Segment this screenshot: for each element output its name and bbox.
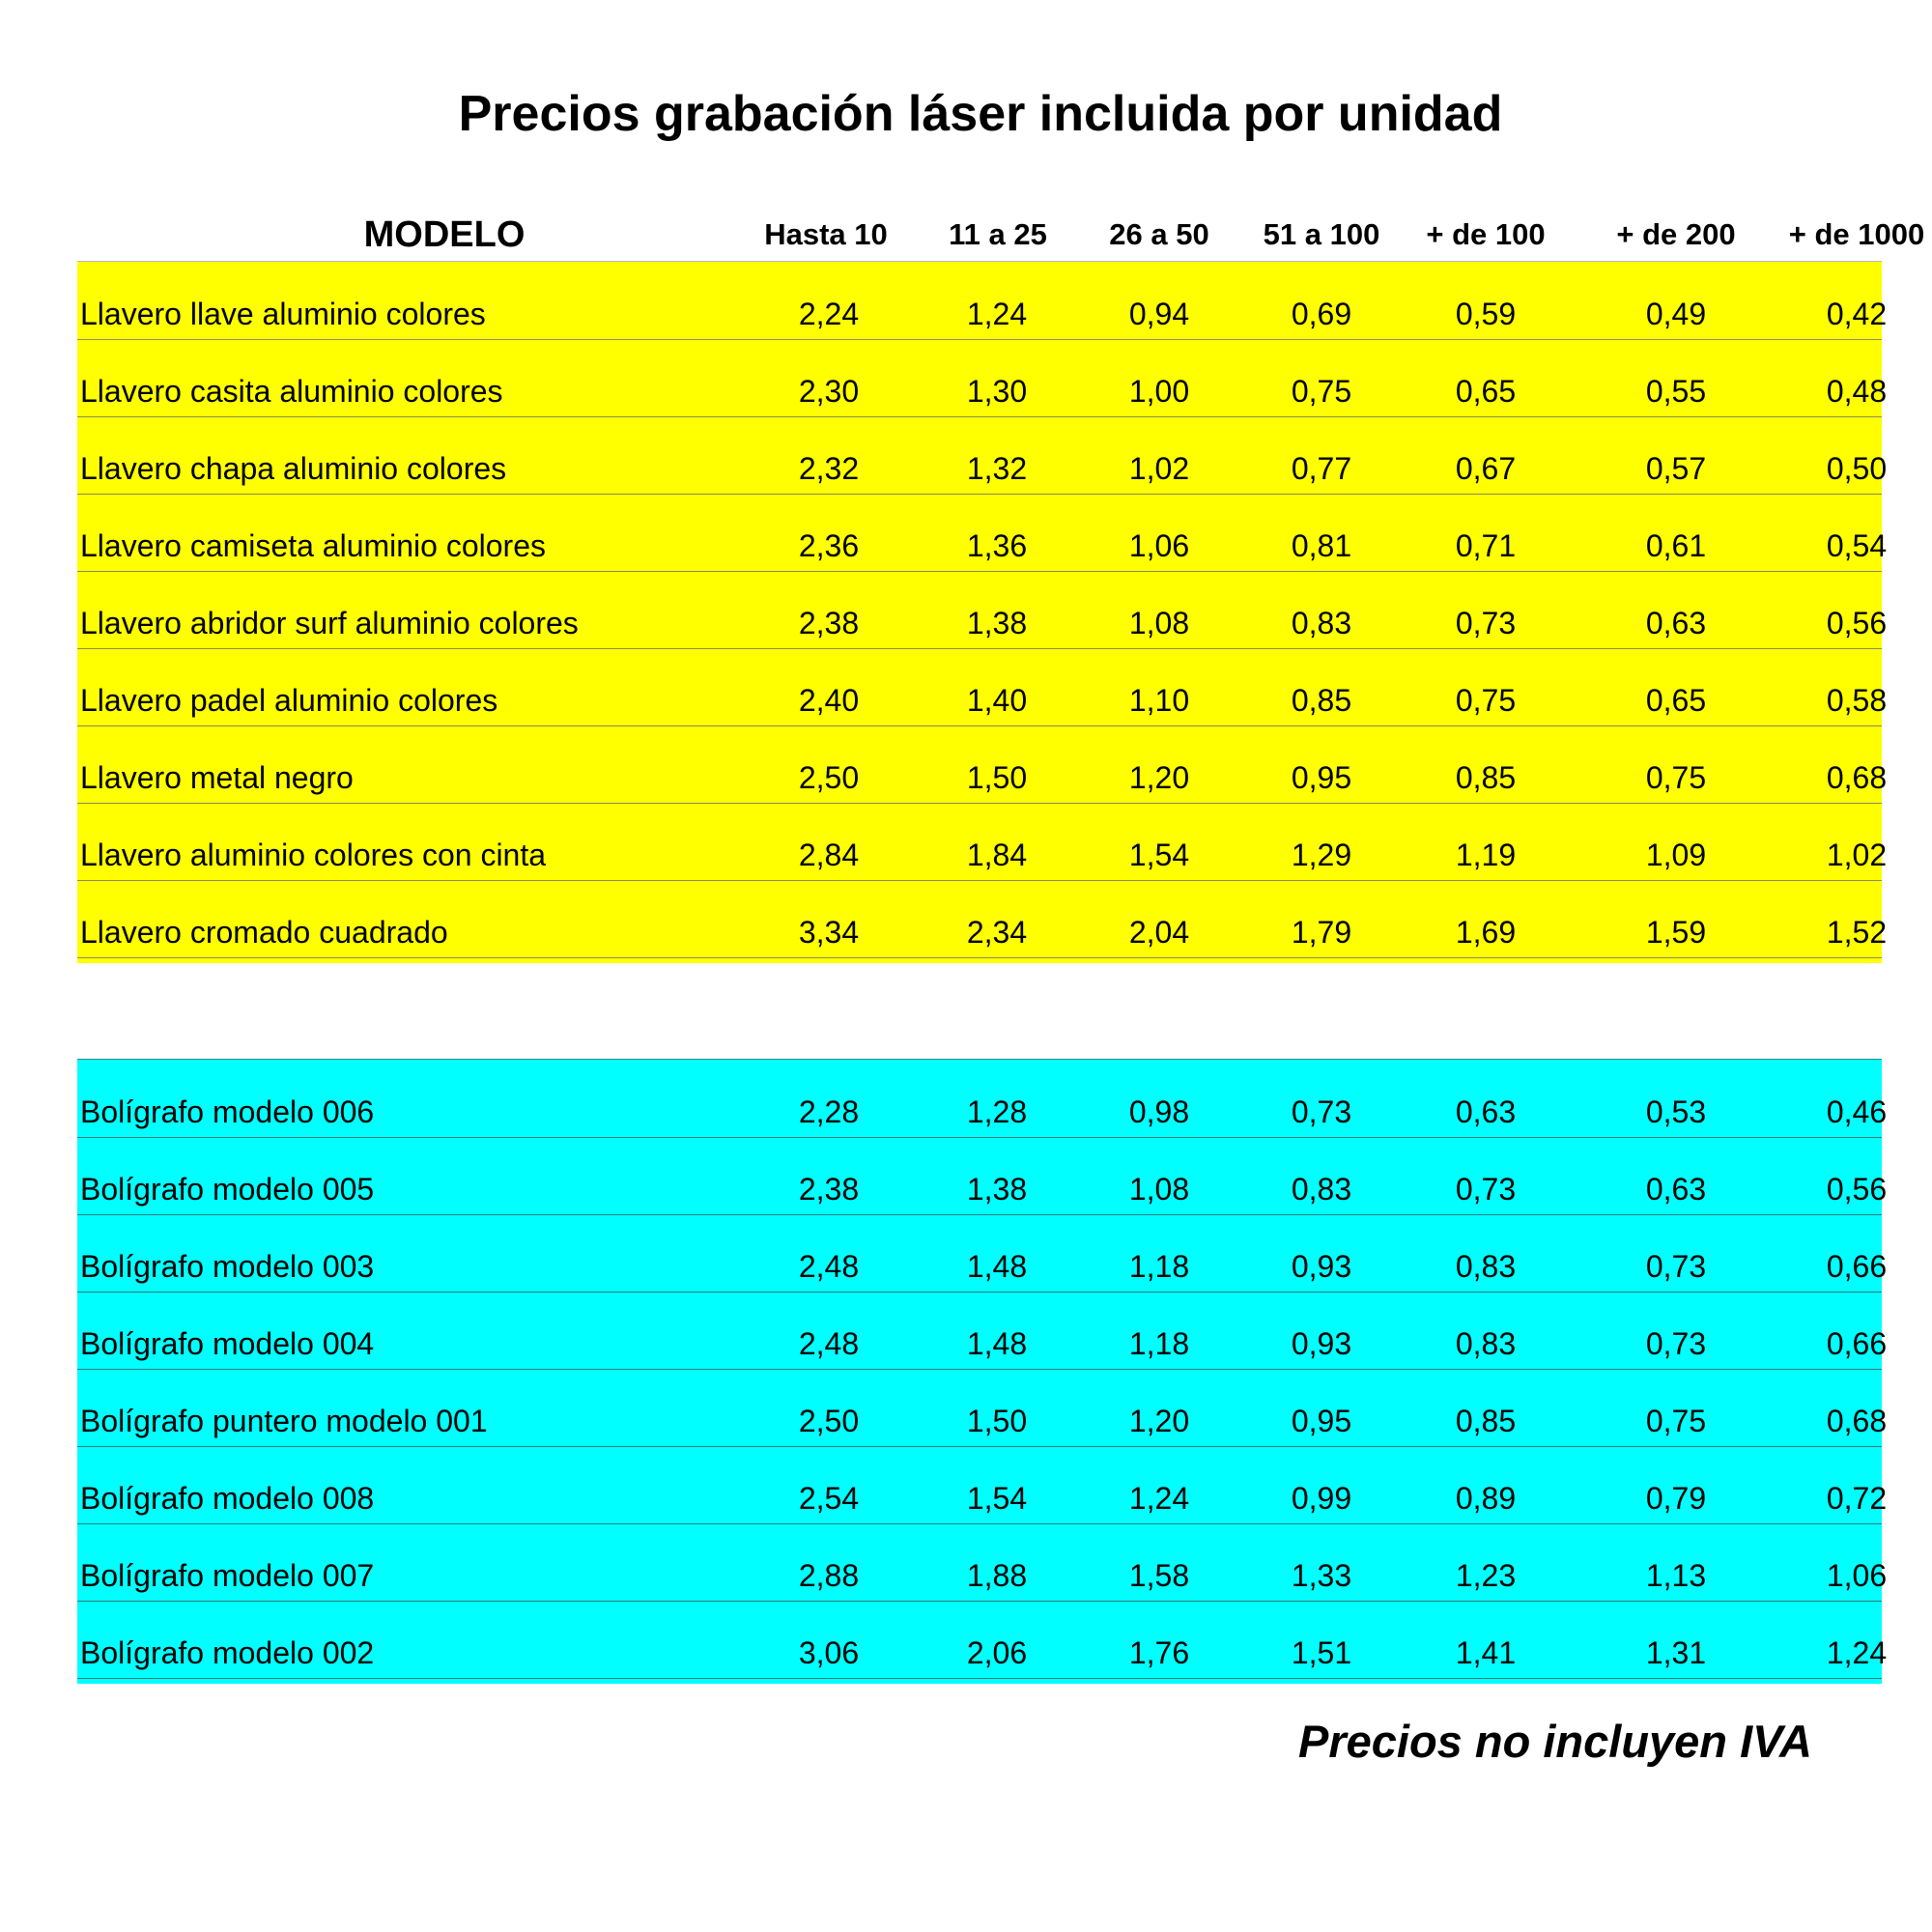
price-cell: 1,38: [966, 606, 1028, 640]
price-cell: 1,06: [1826, 1558, 1888, 1593]
price-cell: 1,13: [1645, 1558, 1707, 1593]
price-cell: 1,20: [1128, 760, 1190, 795]
price-cell: 0,68: [1826, 1404, 1888, 1438]
price-cell: 0,56: [1826, 606, 1888, 640]
price-cell: 1,36: [966, 528, 1028, 563]
price-cell: 0,66: [1826, 1326, 1888, 1361]
price-cell: 2,38: [798, 606, 860, 640]
price-cell: 1,02: [1128, 451, 1190, 486]
price-cell: 1,59: [1645, 915, 1707, 950]
price-cell: 2,50: [798, 760, 860, 795]
price-cell: 0,85: [1455, 1404, 1517, 1438]
price-cell: 2,84: [798, 838, 860, 872]
price-cell: 0,57: [1645, 451, 1707, 486]
price-cell: 1,08: [1128, 606, 1190, 640]
price-cell: 0,48: [1826, 374, 1888, 409]
price-cell: 0,50: [1826, 451, 1888, 486]
header-hasta-10: Hasta 10: [764, 217, 888, 251]
table-row: [77, 1215, 1888, 1293]
product-name: Bolígrafo modelo 008: [80, 1481, 375, 1516]
price-cell: 1,06: [1128, 528, 1190, 563]
price-cell: 1,50: [966, 760, 1028, 795]
header-11-a-25: 11 a 25: [949, 217, 1047, 251]
price-cell: 0,93: [1291, 1326, 1352, 1361]
price-cell: 1,24: [966, 297, 1028, 331]
llaveros-section: [77, 261, 1888, 963]
price-cell: 0,65: [1455, 374, 1517, 409]
price-cell: 0,42: [1826, 297, 1888, 331]
price-cell: 1,00: [1128, 374, 1190, 409]
table-row: [77, 649, 1888, 726]
product-name: Llavero camiseta aluminio colores: [80, 528, 546, 563]
price-cell: 0,49: [1645, 297, 1707, 331]
price-cell: 0,73: [1455, 606, 1517, 640]
price-cell: 0,73: [1645, 1326, 1707, 1361]
price-cell: 0,73: [1645, 1249, 1707, 1284]
product-name: Llavero chapa aluminio colores: [80, 451, 507, 486]
price-cell: 2,24: [798, 297, 860, 331]
price-cell: 2,40: [798, 683, 860, 718]
product-name: Llavero metal negro: [80, 760, 354, 795]
price-cell: 0,75: [1645, 1404, 1707, 1438]
product-name: Bolígrafo modelo 005: [80, 1172, 375, 1207]
price-cell: 1,24: [1128, 1481, 1190, 1516]
price-cell: 1,38: [966, 1172, 1028, 1207]
price-cell: 1,30: [966, 374, 1028, 409]
price-cell: 1,79: [1291, 915, 1352, 950]
price-cell: 0,66: [1826, 1249, 1888, 1284]
product-name: Bolígrafo puntero modelo 001: [80, 1404, 488, 1438]
price-cell: 1,54: [1128, 838, 1190, 872]
price-cell: 0,95: [1291, 760, 1352, 795]
product-name: Llavero abridor surf aluminio colores: [80, 606, 579, 640]
boligrafos-section: [77, 1059, 1888, 1684]
product-name: Llavero aluminio colores con cinta: [80, 838, 547, 872]
price-cell: 0,46: [1826, 1094, 1888, 1129]
price-cell: 3,06: [798, 1635, 860, 1670]
price-cell: 0,94: [1128, 297, 1190, 331]
price-cell: 2,32: [798, 451, 860, 486]
price-cell: 0,81: [1291, 528, 1352, 563]
price-cell: 1,10: [1128, 683, 1190, 718]
footnote-iva: Precios no incluyen IVA: [1298, 1716, 1812, 1767]
price-cell: 2,06: [966, 1635, 1028, 1670]
price-cell: 2,48: [798, 1326, 860, 1361]
price-cell: 1,52: [1826, 915, 1888, 950]
price-cell: 0,73: [1455, 1172, 1517, 1207]
price-cell: 1,51: [1291, 1635, 1352, 1670]
header-26-a-50: 26 a 50: [1109, 217, 1209, 251]
product-name: Llavero casita aluminio colores: [80, 374, 503, 409]
price-cell: 0,75: [1291, 374, 1352, 409]
price-cell: 1,48: [966, 1249, 1028, 1284]
header-model: MODELO: [363, 214, 526, 255]
price-cell: 0,85: [1291, 683, 1352, 718]
price-cell: 1,09: [1645, 838, 1707, 872]
price-cell: 0,63: [1645, 606, 1707, 640]
price-cell: 0,56: [1826, 1172, 1888, 1207]
price-cell: 0,71: [1455, 528, 1517, 563]
price-cell: 1,41: [1455, 1635, 1517, 1670]
table-row: [77, 340, 1888, 417]
price-cell: 0,61: [1645, 528, 1707, 563]
price-cell: 2,50: [798, 1404, 860, 1438]
product-name: Bolígrafo modelo 003: [80, 1249, 375, 1284]
price-cell: 1,19: [1455, 838, 1517, 872]
table-row: [77, 1602, 1888, 1679]
price-cell: 2,54: [798, 1481, 860, 1516]
table-row: [77, 1370, 1888, 1447]
price-cell: 1,33: [1291, 1558, 1352, 1593]
price-cell: 0,68: [1826, 760, 1888, 795]
price-cell: 0,59: [1455, 297, 1517, 331]
price-cell: 1,18: [1128, 1326, 1190, 1361]
price-cell: 1,24: [1826, 1635, 1888, 1670]
price-cell: 1,29: [1291, 838, 1352, 872]
price-cell: 1,88: [966, 1558, 1028, 1593]
price-cell: 0,95: [1291, 1404, 1352, 1438]
table-row: [77, 1138, 1888, 1215]
price-cell: 1,58: [1128, 1558, 1190, 1593]
header-mas-de-100: + de 100: [1426, 217, 1546, 251]
price-cell: 2,30: [798, 374, 860, 409]
price-cell: 1,23: [1455, 1558, 1517, 1593]
product-name: Bolígrafo modelo 004: [80, 1326, 375, 1361]
price-cell: 1,84: [966, 838, 1028, 872]
price-cell: 1,18: [1128, 1249, 1190, 1284]
price-cell: 0,67: [1455, 451, 1517, 486]
price-cell: 0,55: [1645, 374, 1707, 409]
price-cell: 0,83: [1291, 1172, 1352, 1207]
price-cell: 0,58: [1826, 683, 1888, 718]
price-cell: 0,79: [1645, 1481, 1707, 1516]
price-cell: 2,38: [798, 1172, 860, 1207]
product-name: Llavero padel aluminio colores: [80, 683, 498, 718]
table-row: [77, 263, 1888, 340]
price-cell: 0,63: [1455, 1094, 1517, 1129]
price-cell: 1,54: [966, 1481, 1028, 1516]
price-cell: 0,65: [1645, 683, 1707, 718]
price-cell: 0,83: [1291, 606, 1352, 640]
header-mas-de-200: + de 200: [1616, 217, 1736, 251]
price-cell: 1,40: [966, 683, 1028, 718]
price-cell: 0,75: [1455, 683, 1517, 718]
product-name: Bolígrafo modelo 007: [80, 1558, 375, 1593]
table-row: [77, 572, 1888, 649]
product-name: Bolígrafo modelo 006: [80, 1094, 375, 1129]
table-row: [77, 726, 1888, 804]
header-51-a-100: 51 a 100: [1263, 217, 1380, 251]
price-cell: 1,28: [966, 1094, 1028, 1129]
price-cell: 2,28: [798, 1094, 860, 1129]
price-cell: 0,98: [1128, 1094, 1190, 1129]
table-row: [77, 804, 1888, 881]
table-row: [77, 1524, 1888, 1602]
page-title: Precios grabación láser incluida por unidad: [458, 86, 1503, 142]
price-cell: 0,75: [1645, 760, 1707, 795]
price-cell: 0,63: [1645, 1172, 1707, 1207]
price-cell: 2,88: [798, 1558, 860, 1593]
price-cell: 0,73: [1291, 1094, 1352, 1129]
price-cell: 0,83: [1455, 1249, 1517, 1284]
product-name: Bolígrafo modelo 002: [80, 1635, 375, 1670]
price-cell: 1,08: [1128, 1172, 1190, 1207]
price-cell: 0,89: [1455, 1481, 1517, 1516]
price-cell: 1,50: [966, 1404, 1028, 1438]
price-cell: 1,48: [966, 1326, 1028, 1361]
table-row: [77, 881, 1888, 958]
table-row: [77, 417, 1888, 495]
price-cell: 1,20: [1128, 1404, 1190, 1438]
table-header: [77, 211, 1925, 259]
price-cell: 0,72: [1826, 1481, 1888, 1516]
price-cell: 1,31: [1645, 1635, 1707, 1670]
price-cell: 0,54: [1826, 528, 1888, 563]
price-cell: 1,69: [1455, 915, 1517, 950]
price-cell: 0,85: [1455, 760, 1517, 795]
price-cell: 2,36: [798, 528, 860, 563]
price-cell: 1,76: [1128, 1635, 1190, 1670]
table-row: [77, 1447, 1888, 1524]
price-cell: 0,93: [1291, 1249, 1352, 1284]
table-row: [77, 1293, 1888, 1370]
price-cell: 1,32: [966, 451, 1028, 486]
table-row: [77, 1061, 1888, 1138]
price-cell: 0,83: [1455, 1326, 1517, 1361]
price-cell: 2,04: [1128, 915, 1190, 950]
price-cell: 0,53: [1645, 1094, 1707, 1129]
price-cell: 3,34: [798, 915, 860, 950]
table-row: [77, 495, 1888, 572]
price-cell: 0,99: [1291, 1481, 1352, 1516]
price-cell: 2,34: [966, 915, 1028, 950]
product-name: Llavero cromado cuadrado: [80, 915, 448, 950]
price-cell: 0,69: [1291, 297, 1352, 331]
price-cell: 1,02: [1826, 838, 1888, 872]
product-name: Llavero llave aluminio colores: [80, 297, 486, 331]
price-cell: 0,77: [1291, 451, 1352, 486]
price-cell: 2,48: [798, 1249, 860, 1284]
header-mas-de-1000: + de 1000: [1788, 217, 1925, 251]
